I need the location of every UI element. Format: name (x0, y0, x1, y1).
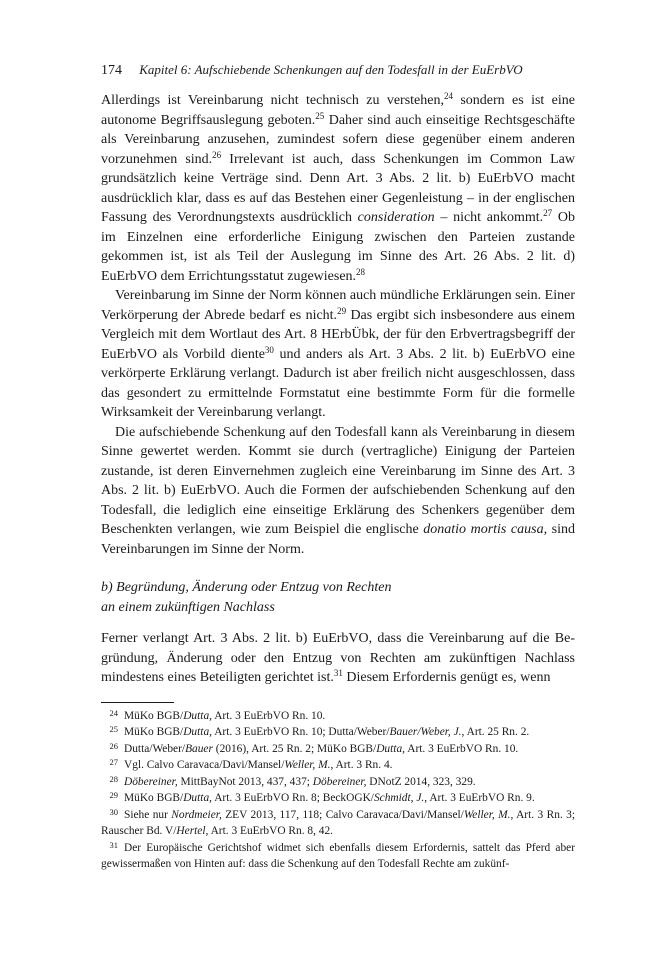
fn-author: Weller, M. (463, 808, 511, 821)
text-span: und anders als Art. 3 Abs. 2 lit. b) EuErbVO eine verkörperte Erklärung verlangt. Dadurch ist aber freilich nicht ausgeschlossen, dass das gesondert zu ermittelnde Formstatut eine bestimmte Form für die formelle Wirksamkeit der Vereinbarung verlangt. (101, 346, 575, 420)
fn-text: Siehe nur (124, 808, 172, 821)
footnote-24: 24 MüKo BGB/Dutta, Art. 3 EuErbVO Rn. 10. (109, 707, 326, 722)
fn-text: Art. 3 EuErbVO Rn. 10. (211, 709, 326, 722)
paragraph-2 (101, 286, 575, 423)
footnote-27: 27 Vgl. Calvo Caravaca/Davi/Mansel/Weller, M., Art. 3 Rn. 4. (109, 757, 393, 771)
footnote-ref[interactable]: 31 (333, 668, 343, 678)
fn-author: Bauer/Weber, J. (389, 726, 462, 738)
running-header (101, 62, 575, 78)
fn-author: Dutta, (183, 726, 212, 738)
main-text (101, 91, 575, 688)
footnote-ref[interactable]: 29 (337, 305, 347, 316)
fn-text: (2016), Art. 25 Rn. 2; MüKo BGB/ (212, 742, 377, 755)
fn-text: Art. 3 EuErbVO Rn. 10. (405, 742, 519, 755)
footnote-28: 28 Döbereiner, MittBayNot 2013, 437, 437; Döbereiner, DNotZ 2014, 323, 329. (109, 773, 476, 788)
fn-text: , Art. 3 EuErbVO Rn. 9. (424, 792, 535, 804)
text-span: Diesem Erfordernis genügt es, wenn (342, 670, 551, 685)
fn-text: Art. 3 EuErbVO Rn. 8; BeckOGK/ (211, 792, 374, 804)
fn-text: ZEV 2013, 117, 118; Calvo Caravaca/Davi/Mansel/ (221, 808, 464, 821)
paragraph-1 (101, 91, 575, 286)
fn-author: Dutta, (376, 742, 405, 755)
italic-term: donatio mortis causa, (423, 522, 548, 537)
fn-text: , Art. 3 Rn. 4. (330, 759, 393, 771)
text-span: Daher sind auch einseitige Rechtsgeschäfte als Vereinbarung anzusehen, zumindest sofern diese gegenüber einem anderen vorzunehmen sind. (101, 112, 575, 167)
footnote-25: 25 MüKo BGB/Dutta, Art. 3 EuErbVO Rn. 10; Dutta/Weber/Bauer/Weber, J., Art. 25 Rn. 2. (109, 724, 530, 738)
footnote-separator (101, 702, 174, 703)
text-span: Das ergibt sich insbesondere aus einem Vergleich mit dem Wortlaut des Art. 8 HErbÜbk, der für den Erbvertragsbegriff der EuErbVO als Vorbild diente (101, 307, 575, 362)
fn-text: Vgl. Calvo Caravaca/Davi/Mansel/ (124, 759, 285, 771)
footnote-ref[interactable]: 30 (264, 344, 274, 355)
fn-author: Schmidt, J. (373, 792, 425, 804)
footnote-31: 31 Der Europäische Gerichtshof widmet sich ebenfalls diesem Erfordernis, sattelt das Pferd aber gewissermaßen von Hinten auf: dass die Schenkung auf den Todesfall Rechte am zukünf- (101, 839, 575, 870)
section-subheading (101, 578, 575, 617)
footnote-ref[interactable]: 27 (543, 208, 553, 218)
fn-author: Weller, M. (284, 759, 331, 771)
footnote-ref[interactable]: 24 (443, 91, 453, 101)
fn-author: Nordmeier, (171, 808, 222, 821)
text-span: Allerdings ist Vereinbarung nicht technisch zu verstehen, (101, 93, 444, 108)
fn-text: DNotZ 2014, 323, 329. (366, 775, 476, 788)
text-span: sind Vereinbarungen im Sinne der Norm. (101, 522, 575, 557)
paragraph-4 (101, 629, 575, 688)
subheading-line: b) Begründung, Änderung oder Entzug von Rechten (101, 580, 392, 595)
running-title: Kapitel 6: Aufschiebende Schenkungen auf den Todesfall in der EuErbVO (139, 62, 523, 77)
book-page (101, 62, 575, 873)
text-span: – nicht ankommt. (434, 210, 544, 225)
fn-text: Art. 3 EuErbVO Rn. 8, 42. (208, 825, 334, 837)
fn-text: MüKo BGB/ (124, 709, 184, 722)
text-span: Ferner verlangt Art. 3 Abs. 2 lit. b) EuErbVO, dass die Vereinbarung auf die Begründung, Änderung oder den Entzug von Rechten am zukünftigen Nachlass mindestens eines Beteiligten gerichtet ist. (101, 631, 575, 685)
fn-text: Art. 3 EuErbVO Rn. 10; Dutta/Weber/ (211, 726, 390, 738)
text-span: Ob im Einzelnen eine erforderliche Einigung zwischen den Parteien zustande gekommen ist, ist als Teil der Auslegung im Sinne des Art. 26 Abs. 2 lit. d) EuErbVO dem Errichtungsstatut zugewiesen. (101, 210, 575, 284)
fn-text: MüKo BGB/ (124, 792, 184, 804)
footnote-26: 26 Dutta/Weber/Bauer (2016), Art. 25 Rn. 2; MüKo BGB/Dutta, Art. 3 EuErbVO Rn. 10. (109, 740, 519, 755)
footnote-ref[interactable]: 25 (315, 110, 325, 121)
fn-author: Bauer (185, 742, 213, 755)
fn-text: Dutta/Weber/ (124, 742, 186, 755)
page-number: 174 (101, 63, 122, 78)
fn-author: Dutta, (183, 709, 212, 722)
footnote-29: 29 MüKo BGB/Dutta, Art. 3 EuErbVO Rn. 8; BeckOGK/Schmidt, J., Art. 3 EuErbVO Rn. 9. (109, 790, 535, 804)
fn-text: Der Europäische Gerichtshof widmet sich ebenfalls diesem Erfordernis, sattelt das Pferd aber gewissermaßen von Hinten auf: dass die Schenkung auf den Todesfall Rechte am zukünf- (101, 841, 575, 870)
fn-text: , Art. 3 Rn. 3; Rauscher Bd. V/ (101, 808, 575, 837)
footnote-ref[interactable]: 28 (356, 266, 366, 277)
text-span: Vereinbarung im Sinne der Norm können auch mündliche Erklärungen sein. Einer Verkörperung der Abrede bedarf es nicht. (101, 288, 575, 323)
text-span: Irrelevant ist auch, dass Schenkungen im Common Law grundsätzlich keine Verträge sind. Denn Art. 3 Abs. 2 lit. b) EuErbVO macht ausdrücklich klar, dass es auf das Bestehen einer Gegenleistung – in der englischen Fassung des Verordnungstexts ausdrücklich (101, 151, 576, 225)
fn-author: Döbereiner, (124, 775, 178, 788)
text-span: Die aufschiebende Schenkung auf den Todesfall kann als Vereinbarung in diesem Sinne gewertet werden. Kommt sie durch (vertragliche) Einigung der Parteien zustande, ist deren Einvernehmen zugleich eine Vereinbarung im Sinne des Art. 3 Abs. 2 lit. b) EuErbVO. Auch die Formen der aufschiebenden Schenkung auf den Todesfall, die lediglich eine einseitige Erklärung des Schenkers gegenüber dem Beschenkten verlangen, wie zum Beispiel die englische (101, 424, 575, 537)
fn-author: Döbereiner, (312, 775, 367, 788)
fn-text: MüKo BGB/ (124, 726, 184, 738)
fn-text: MittBayNot 2013, 437, 437; (177, 775, 313, 788)
italic-term: consideration (357, 210, 435, 225)
subheading-line: an einem zukünftigen Nachlass (101, 599, 275, 615)
fn-author: Dutta, (183, 792, 212, 804)
footnotes (101, 708, 575, 873)
footnote-30: 30 Siehe nur Nordmeier, ZEV 2013, 117, 118; Calvo Caravaca/Davi/Mansel/Weller, M., Art. 3 Rn. 3; Rauscher Bd. V/Hertel, Art. 3 EuErbVO Rn. 8, 42. (101, 806, 575, 837)
fn-author: Hertel, (176, 825, 209, 837)
text-span: sondern es ist eine autonome Begriffsauslegung geboten. (101, 93, 575, 128)
fn-text: , Art. 25 Rn. 2. (461, 726, 530, 738)
footnote-ref[interactable]: 26 (212, 149, 222, 160)
paragraph-3 (101, 423, 575, 560)
